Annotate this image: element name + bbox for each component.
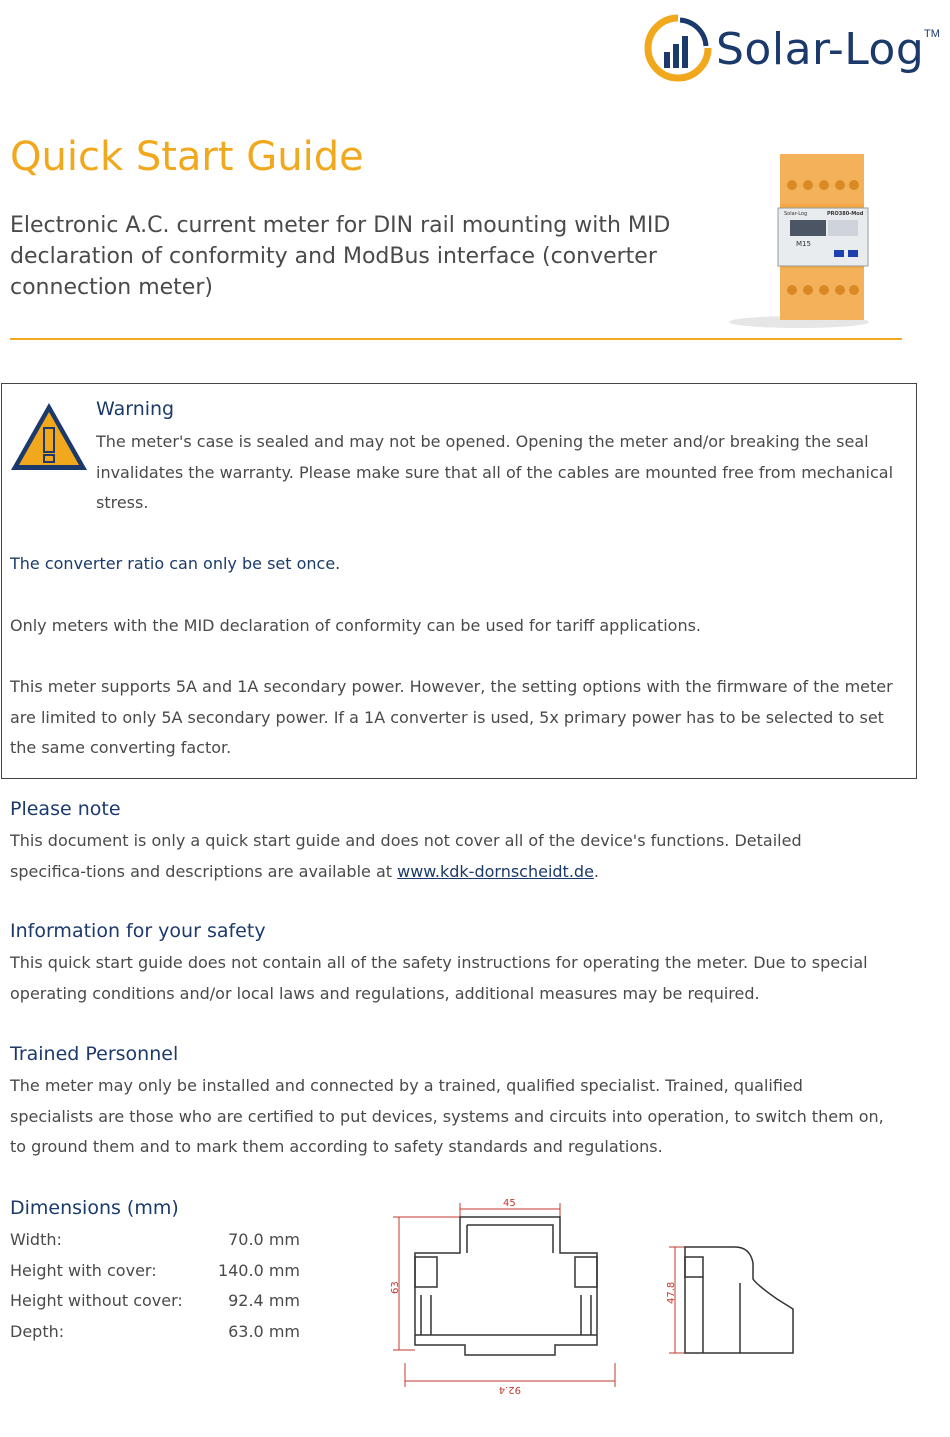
drawing-left-label: 63 — [390, 1281, 401, 1294]
please-note-text — [10, 826, 880, 887]
warning-triangle-icon — [8, 400, 90, 474]
dimension-value: 70.0 mm — [228, 1230, 300, 1249]
meter-mark-label: M15 — [796, 240, 811, 248]
drawing-side-label: 47.8 — [666, 1281, 677, 1304]
meter-brand-label: Solar-Log — [784, 211, 808, 217]
warning-heading: Warning — [96, 398, 175, 420]
page-subtitle: Electronic A.C. current meter for DIN rail mounting with MID declaration of conformity and ModBus interface (converter connection meter) — [10, 213, 671, 300]
page-title: Quick Start Guide — [10, 134, 364, 180]
dimension-label: Height without cover: — [10, 1291, 183, 1311]
dimension-value: 63.0 mm — [228, 1322, 300, 1342]
dimensions-table — [10, 1225, 300, 1348]
dimension-label: Depth: — [10, 1322, 65, 1342]
personnel-text: The meter may only be installed and connected by a trained, qualified specialist. Trained, qualified specialists are those who are certified to put devices, systems and circuits into operation, to switch them on, to ground them and to mark them according to safety standards and regulations. — [10, 1076, 884, 1157]
personnel-heading: Trained Personnel — [10, 1043, 179, 1065]
dimensions-heading: Dimensions (mm) — [10, 1197, 179, 1219]
dimension-row — [10, 1225, 300, 1256]
dimension-row — [10, 1286, 300, 1317]
dimension-value: 140.0 mm — [217, 1260, 300, 1280]
meter-model-label: PRO380-Mod — [827, 211, 864, 217]
warning-paragraph-4: This meter supports 5A and 1A secondary power. However, the setting options with the firmware of the meter are limited to only 5A secondary power. If a 1A converter is used, 5x primary power has to be selected to set the same converting factor. — [10, 677, 893, 758]
safety-text: This quick start guide does not contain all of the safety instructions for operating the meter. Due to special operating conditions and/or local laws and regulations, additional measures may be required. — [10, 953, 868, 1003]
dimension-drawing — [385, 1195, 805, 1400]
drawing-top-label: 45 — [503, 1198, 516, 1209]
dimension-value: 92.4 mm — [228, 1291, 300, 1311]
logo-trademark: TM — [924, 28, 940, 40]
please-note-heading: Please note — [10, 798, 121, 820]
warning-paragraph-3: Only meters with the MID declaration of conformity can be used for tariff applications. — [10, 616, 702, 635]
warning-p1-text: The meter's case is sealed and may not be opened. Opening the meter and/or breaking the seal invalidates the warranty. Please make sure that all of the cables are mounted free from mechanical stress. — [96, 432, 894, 513]
drawing-bottom-label: 92.4 — [498, 1384, 521, 1395]
dimension-label: Height with cover: — [10, 1260, 157, 1280]
dimension-row — [10, 1317, 300, 1348]
dimension-row — [10, 1256, 300, 1287]
header-divider — [10, 338, 902, 340]
please-note-text-after: . — [593, 861, 599, 881]
safety-heading: Information for your safety — [10, 920, 266, 942]
warning-paragraph-2: The converter ratio can only be set once. — [10, 554, 341, 573]
solar-log-logo — [640, 12, 940, 82]
logo-text: Solar-Log — [716, 24, 925, 75]
solar-log-logo-icon — [640, 12, 716, 82]
kdk-website-link[interactable]: www.kdk-dornscheidt.de — [397, 861, 594, 881]
please-note-text-before: This document is only a quick start guide and does not cover all of the device's functions. Detailed specifica-tions and descriptions are available at — [10, 831, 802, 881]
dimension-label: Width: — [10, 1230, 62, 1249]
warning-paragraph-1 — [96, 427, 896, 519]
meter-product-image — [724, 150, 874, 330]
